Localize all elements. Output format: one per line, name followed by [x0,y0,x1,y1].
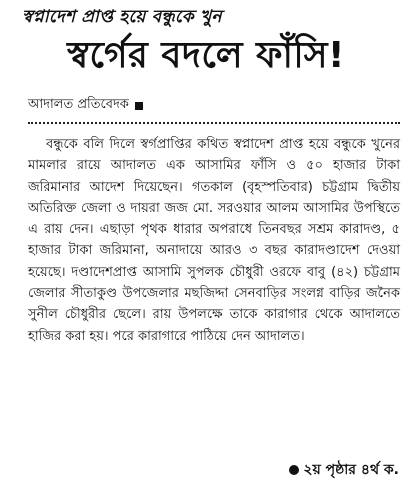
headline: স্বর্গের বদলে ফাঁসি! [67,35,345,76]
byline-row [28,95,143,116]
kicker: স্বপ্নাদেশ প্রাপ্ত হয়ে বন্ধুকে খুন [22,7,222,27]
continuation-line [289,458,399,482]
article-body: বন্ধুকে বলি দিলে স্বর্গপ্রাপ্তির কথিত স্বপ্নাদেশ প্রাপ্ত হয়ে বন্ধুকে খুনের মামলার রায়ে আদালত এক আসামির ফাঁসি ও ৫০ হাজার টাকা জরিমানার আদেশ দিয়েছেন। গতকাল (বৃহস্পতিবার) চট্টগ্রাম দ্বিতীয় অতিরিক্ত জেলা ও দায়রা জজ মো. সরওয়ার আলম আসামির উপস্থিতে এ রায় দেন। এছাড়া পৃথক ধারার অপরাধে তিনবছর সশ্রম কারাদণ্ড, ৫ হাজার টাকা জরিমানা, অনাদায়ে আরও ৩ বছর কারাদণ্ডাদেশ দেওয়া হয়েছে। দণ্ডাদেশপ্রাপ্ত আসামি সুপলক চৌধুরী ওরফে বাবু (৪২) চট্টগ্রাম জেলার সীতাকুণ্ড উপজেলার মছজিদ্দা সেনবাড়ির সংলগ্ন বাড়ির জনৈক সুনীল চৌধুরীর ছেলে। রায় উপলক্ষে তাকে কারাগার থেকে আদালতে হাজির করা হয়। পরে কারাগারে পাঠিয়ে দেন আদালত। [28,137,400,344]
square-icon [135,102,143,110]
bullet-icon [289,465,299,475]
continuation-text: ২য় পৃষ্ঠার ৪র্থ ক. [303,462,399,478]
dotted-divider [28,122,400,124]
byline: আদালত প্রতিবেদক [28,97,129,112]
